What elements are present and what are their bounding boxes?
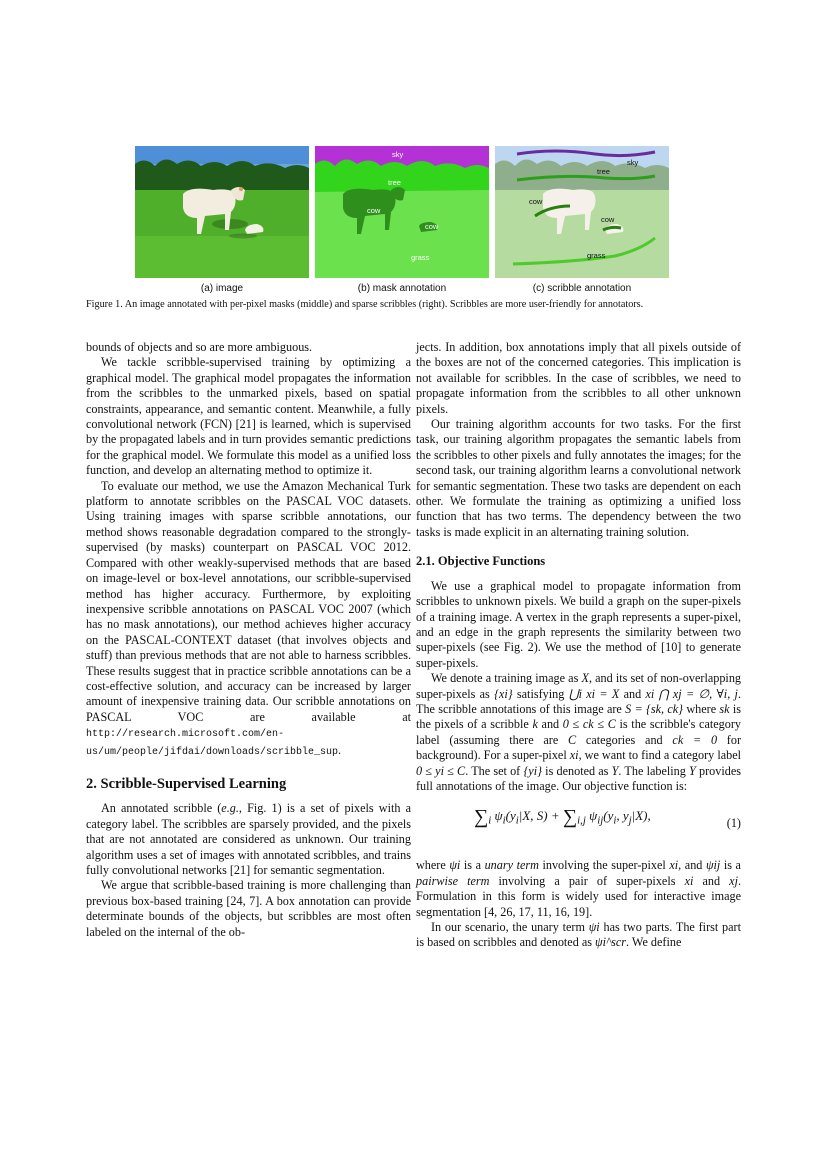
figure-caption: Figure 1. An image annotated with per-pixel masks (middle) and sparse scribbles (right). Scribbles are more user-friendly for annotators. [86, 299, 644, 310]
paragraph-text: To evaluate our method, we use the Amazon Mechanical Turk platform to annotate scribbles on the PASCAL VOC datasets. Using training images with sparse scribble annotations, our method shows reasonable degradation compared to the strongly-supervised (by masks) counterpart on PASCAL VOC 2012. Compared with other weakly-supervised methods that are based on image-level or box-level annotations, our scribble-supervised method has higher accuracy. Furthermore, by exploiting inexpensive scribble annotations on PASCAL VOC 2007 (which has no mask annotations), our method achieves higher accuracy on the PASCAL-CONTEXT dataset (that involves objects and stuff) than previous methods that are not able to harness scribbles. These results suggest that in practice scribble annotations can be a cost-effective solution, and accuracy can be increased by larger amount of inexpensive training data. Our scribble annotations on PASCAL VOC are available at [86, 478, 411, 724]
paragraph: bounds of objects and so are more ambiguous. [86, 340, 313, 354]
scribble-sky-label: sky [627, 158, 639, 167]
math: S = {sk, ck} [625, 701, 684, 716]
text-run: satisfying [512, 686, 569, 701]
text-run: e.g. [221, 801, 239, 816]
paragraph [86, 801, 411, 878]
photo-panel [135, 146, 309, 278]
math: ψij [705, 858, 721, 873]
paragraph: We tackle scribble-supervised training by optimizing a graphical model. The graphical model propagates the information from the scribbles to the unmarked pixels, based on spatial constraints, appearance, and semantic content. Meanwhile, a fully convolutional network (FCN) [21] is learned, which is supervised by the propagated labels and in turn provides semantic predictions for the graphical model. We formulate this model as a unified loss function, and develop an alternating method to optimize it. [86, 355, 411, 478]
text-run: . The set of [465, 763, 524, 778]
text-run: and [619, 686, 646, 701]
mask-grass-label: grass [411, 253, 430, 262]
text-run: and [693, 873, 730, 888]
figure-1 [135, 146, 670, 278]
text-run: . We define [626, 935, 682, 950]
scribble-tree-label: tree [597, 167, 610, 176]
math: xi [669, 858, 679, 873]
scribble-panel [495, 146, 669, 278]
math: xi [569, 748, 579, 763]
text-run: We denote a training image as [431, 671, 582, 686]
cow-photo [135, 146, 309, 278]
text-run: is denoted as [541, 763, 612, 778]
text-run: In our scenario, the unary term [431, 920, 589, 934]
right-column [416, 340, 741, 951]
text-run: provides full annotations of the image. Our objective function is: [416, 763, 741, 793]
text-run: where [683, 701, 720, 716]
paragraph [416, 671, 741, 794]
text-run: , we want to find a category label [578, 748, 742, 763]
equation-number: (1) [726, 816, 741, 831]
paragraph: We use a graphical model to propagate information from scribbles to unknown pixels. We build a graph on the super-pixels of a training image. A vertex in the graph represents a super-pixel, and an edge in the graph represents the similarity between two super-pixels (see Fig. 2). We use the method of [10] to generate super-pixels. [416, 578, 741, 670]
math: k [532, 717, 538, 732]
text-run: for background). For a super-pixel [416, 732, 742, 763]
text-run: has two parts. The first part is based on scribbles and denoted as [416, 920, 741, 950]
text-run: . The scribble annotations of this image are [416, 686, 741, 716]
text-run: is the scribble's category label (assuming there are [416, 717, 741, 747]
math: xj [729, 873, 738, 888]
text-run: is the pixels of a scribble [416, 701, 741, 732]
mask-sky-label: sky [392, 150, 404, 159]
equation-1 [416, 802, 741, 850]
math: Y [611, 763, 619, 778]
math: ψi [588, 920, 600, 934]
text-run: , Fig. 1) is a set of pixels with a category label. The scribbles are sparsely provided, and the pixels that are not annotated are considered as unknown. Our training algorithm uses a set of images with annotated scribbles, and trains fully convolutional networks [21] for semantic segmentation. [86, 801, 411, 877]
dataset-url[interactable]: http://research.microsoft.com/en-us/um/people/jifdai/downloads/scribble_sup [86, 729, 339, 758]
math: ck = 0 [672, 732, 718, 747]
math: ⋃i xi = X [568, 686, 620, 701]
panel-a-label: (a) image [200, 283, 244, 294]
mask-cow2-label: cow [425, 222, 439, 231]
left-column [86, 340, 411, 940]
text-run: is a [460, 858, 485, 873]
text-run: . Formulation in this form is widely used for interactive image segmentation [4, 26, 17, 11, 16, 19]. [416, 873, 741, 919]
paragraph: jects. In addition, box annotations imply that all pixels outside of the boxes are not of the concerned categories. This implication is not available for scribbles. In the case of scribbles, we need to propagate information from the scribbles to all other unknown pixels. [416, 340, 741, 416]
math: 0 ≤ yi ≤ C [416, 763, 466, 778]
mask-image [315, 146, 489, 278]
mask-tree-label: tree [388, 178, 401, 187]
paragraph [416, 920, 741, 951]
panel-b-label: (b) mask annotation [357, 283, 447, 294]
scribble-image [495, 146, 669, 278]
paragraph: To evaluate our method, we use the Amazon Mechanical Turk platform to annotate scribbles on the PASCAL VOC datasets. Using training images with sparse scribble annotations, our method shows reasonable degradation compared to the strongly-supervised (by masks) counterpart on PASCAL VOC 2012. Compared with other weakly-supervised methods that are based on image-level or box-level annotations, our scribble-supervised method has higher accuracy. Furthermore, by exploiting inexpensive scribble annotations on PASCAL VOC 2007 (which has no mask annotations), our method achieves higher accuracy on the PASCAL-CONTEXT dataset (that involves objects and stuff) than previous methods that are not able to harness scribbles. These results suggest that in practice scribble annotations can be a cost-effective solution, and accuracy can be increased by larger amount of inexpensive training data. Our scribble annotations on PASCAL VOC are available at http://research.microsoft.com/en-us/um/people/jifdai/downloads/scribble_sup. [86, 478, 411, 758]
scribble-cow-label: cow [529, 197, 543, 206]
math: xi [684, 873, 694, 888]
math: xi ⋂ xj = ∅, ∀i, j [645, 686, 738, 701]
math: C [568, 732, 577, 747]
math: sk [719, 701, 730, 716]
math: ψi^scr [595, 935, 627, 950]
text-run: involving a pair of super-pixels [489, 873, 685, 888]
math: {xi} [494, 686, 513, 701]
text-run: where [416, 858, 450, 873]
subsection-title: 2.1. Objective Functions [416, 554, 546, 569]
math: Y [689, 763, 696, 778]
text-run: . The labeling [618, 763, 690, 778]
math: {yi} [523, 763, 542, 778]
math: 0 ≤ ck ≤ C [562, 717, 616, 732]
text-run: involving the super-pixel [538, 858, 670, 873]
text-run: categories and [576, 732, 673, 747]
text-run: and [537, 717, 563, 732]
mask-panel [315, 146, 489, 278]
paragraph: Our training algorithm accounts for two tasks. For the first task, our training algorithm propagates the semantic labels from the scribbles to other pixels and fully annotates the images; for the second task, our training algorithm learns a convolutional network for semantic segmentation. These two tasks are dependent on each other. We formulate the training as optimizing a unified loss function that has two terms. The dependency between the two tasks is made explicit in an alternating training solution. [416, 417, 741, 539]
mask-cow-label: cow [367, 206, 381, 215]
math: ψi [449, 858, 461, 873]
scribble-grass-label: grass [587, 251, 606, 260]
section-title: 2. Scribble-Supervised Learning [86, 775, 287, 792]
equation-body: $\sum_i$ $\psi_i(y_i|X$, $S) + \sum_{i,j}$ $\psi_{ij}(y_i$, $y_j|X$), [474, 806, 651, 829]
text-run: unary term [484, 858, 539, 873]
text-run: , and [678, 858, 706, 873]
panel-c-label: (c) scribble annotation [532, 283, 632, 294]
paragraph [416, 858, 741, 920]
scribble-cow2-label: cow [601, 215, 615, 224]
math: X [581, 671, 589, 686]
text-run: An annotated scribble ( [101, 801, 222, 816]
text-run: pairwise term [416, 873, 490, 888]
text-run: , and its set of non-overlapping super-pixels as [416, 671, 742, 701]
paragraph: We argue that scribble-based training is more challenging than previous box-based training [24, 7]. A box annotation can provide determinate bounds of the objects, but scribbles are most often labeled on the internal of the ob- [86, 878, 411, 939]
text-run: is a [720, 858, 741, 873]
